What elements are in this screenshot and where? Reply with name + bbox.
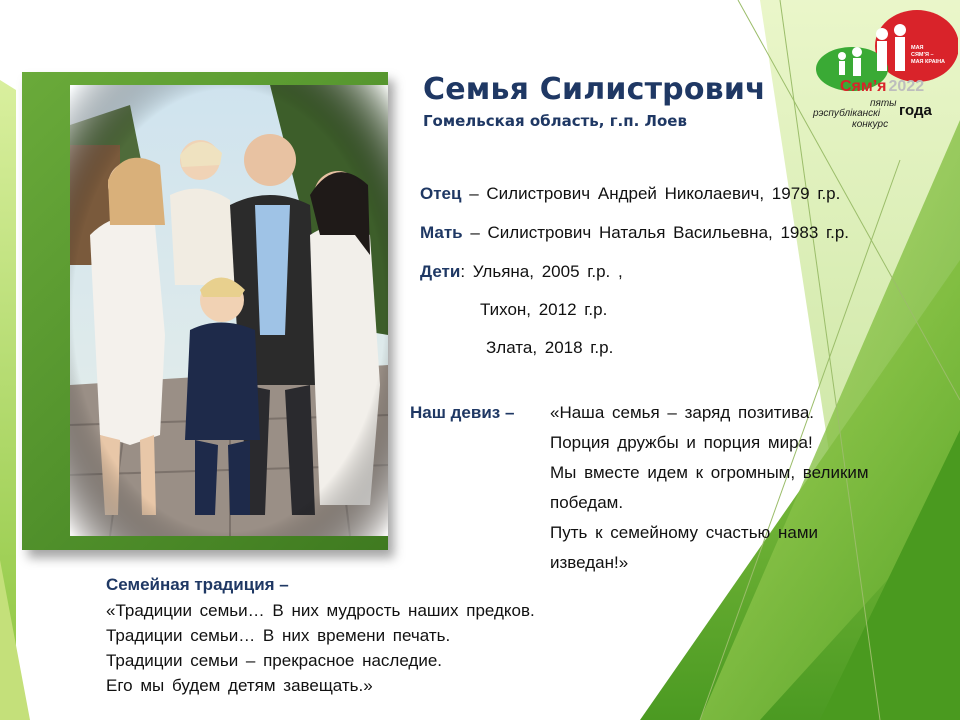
mother-label: Мать bbox=[420, 223, 463, 242]
father-line bbox=[420, 184, 840, 204]
motto-line-5: Путь к семейному счастью нами bbox=[550, 523, 819, 542]
motto-line-4: победам. bbox=[550, 493, 624, 512]
logo-title bbox=[840, 78, 924, 96]
logo-title-part1: Сям’я bbox=[840, 78, 887, 95]
family-region: Гомельская область, г.п. Лоев bbox=[423, 112, 687, 130]
child-3: Злата, 2018 г.р. bbox=[486, 338, 614, 357]
tradition-label: Семейная традиция – bbox=[106, 575, 289, 594]
logo-sub-1: пяты bbox=[870, 98, 897, 109]
father-value: – Силистрович Андрей Николаевич, 1979 г.р. bbox=[469, 184, 841, 203]
photo-frame bbox=[22, 72, 388, 550]
mother-value: – Силистрович Наталья Васильевна, 1983 г.р. bbox=[470, 223, 850, 242]
children-label: Дети bbox=[420, 262, 461, 281]
tradition-line-1: «Традиции семьи… В них мудрость наших предков. bbox=[106, 601, 535, 620]
logo-sub-2: рэспубліканскі bbox=[813, 108, 881, 119]
logo-tagline-2: СЯМ’Я – bbox=[911, 52, 934, 58]
logo-title-part2: 2022 bbox=[888, 78, 925, 95]
child-1: : Ульяна, 2005 г.р. , bbox=[460, 262, 623, 281]
motto-line-2: Порция дружбы и порция мира! bbox=[550, 433, 813, 452]
mother-line bbox=[420, 223, 849, 243]
logo-tagline-3: МАЯ КРАІНА bbox=[911, 59, 946, 65]
motto-line-3: Мы вместе идем к огромным, великим bbox=[550, 463, 869, 482]
family-photo bbox=[70, 85, 388, 536]
motto-label: Наш девиз – bbox=[410, 403, 515, 422]
logo-tagline bbox=[911, 45, 945, 66]
motto-line-1: «Наша семья – заряд позитива. bbox=[550, 403, 815, 422]
child-2: Тихон, 2012 г.р. bbox=[480, 300, 608, 319]
logo-tagline-1: МАЯ bbox=[911, 45, 924, 51]
father-label: Отец bbox=[420, 184, 462, 203]
motto-line-6: изведан!» bbox=[550, 553, 629, 572]
children-line bbox=[420, 262, 623, 282]
family-title: Семья Силистрович bbox=[423, 72, 766, 107]
tradition-line-2: Традиции семьи… В них времени печать. bbox=[106, 626, 451, 645]
logo-sub-3: конкурс bbox=[852, 119, 889, 130]
tradition-line-3: Традиции семьи – прекрасное наследие. bbox=[106, 651, 443, 670]
logo-goda: года bbox=[899, 102, 932, 119]
tradition-line-4: Его мы будем детям завещать.» bbox=[106, 676, 373, 695]
